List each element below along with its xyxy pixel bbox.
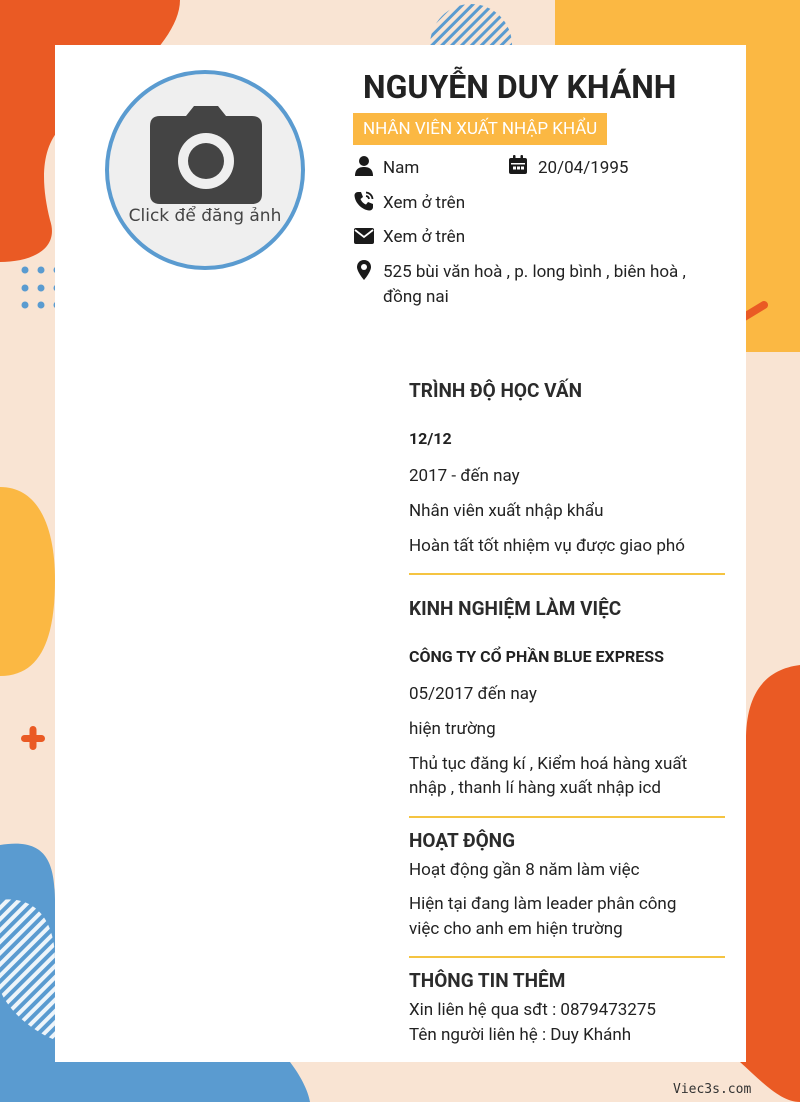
experience-period: 05/2017 đến nay: [409, 684, 537, 704]
address-line-2: đồng nai: [383, 287, 449, 307]
person-icon: [353, 155, 375, 177]
email-icon: [353, 225, 375, 247]
activities-line-2a: Hiện tại đang làm leader phân công: [409, 894, 677, 914]
section-divider: [409, 956, 725, 958]
phone-value: Xem ở trên: [383, 193, 466, 213]
avatar-upload[interactable]: [105, 70, 305, 270]
activities-line-1: Hoạt động gần 8 năm làm việc: [409, 860, 640, 880]
address-line-1: 525 bùi văn hoà , p. long bình , biên hoà ,: [383, 262, 686, 282]
calendar-icon: [507, 154, 529, 176]
education-description: Hoàn tất tốt nhiệm vụ được giao phó: [409, 536, 685, 556]
plus-sign-vertical: [30, 726, 37, 750]
hatched-semicircle-top: [430, 4, 512, 45]
activities-line-2b: việc cho anh em hiện trường: [409, 919, 623, 939]
location-pin-icon: [353, 259, 375, 281]
camera-icon: [148, 104, 264, 206]
experience-heading: KINH NGHIỆM LÀM VIỆC: [409, 597, 622, 620]
section-divider: [409, 816, 725, 818]
education-heading: TRÌNH ĐỘ HỌC VẤN: [409, 379, 583, 402]
activities-heading: HOẠT ĐỘNG: [409, 829, 516, 852]
section-divider: [409, 573, 725, 575]
education-major: Nhân viên xuất nhập khẩu: [409, 501, 604, 521]
yellow-semicircle-left: [0, 487, 55, 676]
watermark: Viec3s.com: [673, 1082, 752, 1097]
birthdate-value: 20/04/1995: [538, 158, 629, 178]
education-school: 12/12: [409, 429, 452, 448]
cv-page: [55, 45, 746, 1062]
experience-role: hiện trường: [409, 719, 496, 739]
position-badge: NHÂN VIÊN XUẤT NHẬP KHẨU: [353, 113, 607, 145]
education-period: 2017 - đến nay: [409, 466, 520, 486]
full-name: NGUYỄN DUY KHÁNH: [363, 68, 677, 106]
avatar-upload-label: Click để đăng ảnh: [128, 206, 282, 226]
experience-description-line-2: nhập , thanh lí hàng xuất nhập icd: [409, 778, 661, 798]
additional-info-heading: THÔNG TIN THÊM: [409, 969, 566, 992]
gender-value: Nam: [383, 158, 420, 178]
experience-company: CÔNG TY CỔ PHẦN BLUE EXPRESS: [409, 647, 664, 666]
orange-blob-right: [740, 665, 800, 1102]
phone-icon: [353, 190, 375, 212]
additional-info-line-1: Xin liên hệ qua sđt : 0879473275: [409, 1000, 656, 1020]
experience-description-line-1: Thủ tục đăng kí , Kiểm hoá hàng xuất: [409, 754, 688, 774]
additional-info-line-2: Tên người liên hệ : Duy Khánh: [409, 1025, 632, 1045]
email-value: Xem ở trên: [383, 227, 466, 247]
